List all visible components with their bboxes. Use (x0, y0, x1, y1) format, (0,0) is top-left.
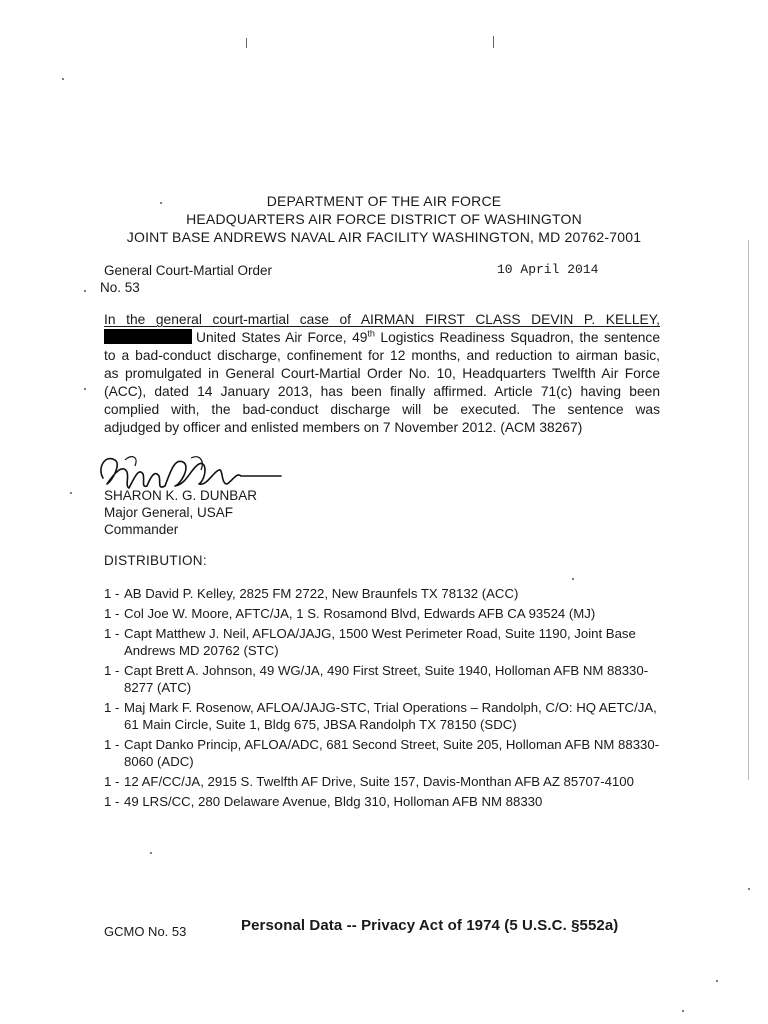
body-line: complied with, the bad-conduct discharge will be executed. The sentence was (104, 402, 660, 417)
body-line-segment: Logistics Readiness Squadron, the sentence (374, 330, 660, 345)
redaction-bar (104, 329, 192, 344)
order-label-block (100, 262, 273, 296)
copy-count: 1 - (104, 586, 120, 601)
body-line: to a bad-conduct discharge, confinement for 12 months, and reduction to airman basic, (104, 348, 660, 363)
recipient-address: 49 LRS/CC, 280 Delaware Avenue, Bldg 310, Holloman AFB NM 88330 (124, 794, 543, 809)
scan-speck (84, 388, 86, 390)
list-item (104, 793, 664, 810)
signer-rank: Major General, USAF (104, 505, 234, 520)
list-item (104, 585, 664, 602)
footer-gcmo-number: GCMO No. 53 (104, 924, 187, 939)
copy-count: 1 - (104, 774, 120, 789)
letterhead-line-headquarters: HEADQUARTERS AIR FORCE DISTRICT OF WASHINGTON (186, 211, 582, 227)
body-line: adjudged by officer and enlisted members on 7 November 2012. (ACM 38267) (104, 420, 583, 435)
order-date: 10 April 2014 (497, 262, 599, 277)
scan-speck (748, 888, 750, 890)
list-item (104, 699, 664, 733)
copy-count: 1 - (104, 626, 120, 641)
body-line: as promulgated in General Court-Martial Order No. 10, Headquarters Twelfth Air Force (104, 366, 660, 381)
scan-speck (572, 578, 574, 580)
letterhead-line-base: JOINT BASE ANDREWS NAVAL AIR FACILITY WASHINGTON, MD 20762-7001 (126, 229, 642, 245)
copy-count: 1 - (104, 700, 120, 715)
recipient-address: Capt Danko Princip, AFLOA/ADC, 681 Second Street, Suite 205, Holloman AFB NM 88330-8060 (ADC) (124, 737, 660, 769)
letterhead-line-department: DEPARTMENT OF THE AIR FORCE (266, 193, 502, 209)
scan-mark (493, 36, 494, 48)
scan-mark (748, 240, 749, 780)
recipient-address: AB David P. Kelley, 2825 FM 2722, New Braunfels TX 78132 (ACC) (124, 586, 519, 601)
signer-name: SHARON K. G. DUNBAR (104, 488, 258, 503)
list-item (104, 662, 664, 696)
copy-count: 1 - (104, 794, 120, 809)
recipient-address: 12 AF/CC/JA, 2915 S. Twelfth AF Drive, Suite 157, Davis-Monthan AFB AZ 85707-4100 (124, 774, 634, 789)
scan-speck (716, 980, 718, 982)
recipient-address: Maj Mark F. Rosenow, AFLOA/JAJG-STC, Trial Operations – Randolph, C/O: HQ AETC/JA, 61 Main Circle, Suite 1, Bldg 675, JBSA Randolph TX 78150 (SDC) (124, 700, 657, 732)
copy-count: 1 - (104, 606, 120, 621)
body-line: (ACC), dated 14 January 2013, has been finally affirmed. Article 71(c) having been (104, 384, 660, 399)
scan-speck (70, 492, 72, 494)
body-line: In the general court-martial case of AIRMAN FIRST CLASS DEVIN P. KELLEY, (104, 312, 660, 327)
order-body-paragraph (104, 311, 660, 437)
body-line-segment: United States Air Force, 49 (196, 330, 368, 345)
scan-speck (150, 852, 152, 854)
scan-speck (682, 1010, 684, 1012)
copy-count: 1 - (104, 663, 120, 678)
list-item (104, 605, 664, 622)
scan-mark (246, 38, 247, 48)
order-title: General Court-Martial Order (104, 263, 273, 278)
letterhead (0, 192, 768, 246)
list-item (104, 736, 664, 770)
distribution-heading: DISTRIBUTION: (104, 553, 207, 568)
list-item (104, 625, 664, 659)
recipient-address: Capt Matthew J. Neil, AFLOA/JAJG, 1500 West Perimeter Road, Suite 1190, Joint Base Andrews MD 20762 (STC) (124, 626, 636, 658)
list-item (104, 773, 664, 790)
footer-privacy-notice: Personal Data -- Privacy Act of 1974 (5 U.S.C. §552a) (241, 917, 619, 934)
scan-speck (62, 78, 64, 80)
body-line (104, 329, 660, 347)
ordinal-suffix: th (367, 328, 375, 339)
recipient-address: Col Joe W. Moore, AFTC/JA, 1 S. Rosamond Blvd, Edwards AFB CA 93524 (MJ) (124, 606, 596, 621)
distribution-list (104, 585, 664, 813)
signature-block (104, 487, 257, 538)
signer-title: Commander (104, 522, 179, 537)
scan-speck (84, 290, 86, 292)
order-number: No. 53 (100, 280, 140, 295)
recipient-address: Capt Brett A. Johnson, 49 WG/JA, 490 First Street, Suite 1940, Holloman AFB NM 88330-8277 (ATC) (124, 663, 649, 695)
copy-count: 1 - (104, 737, 120, 752)
